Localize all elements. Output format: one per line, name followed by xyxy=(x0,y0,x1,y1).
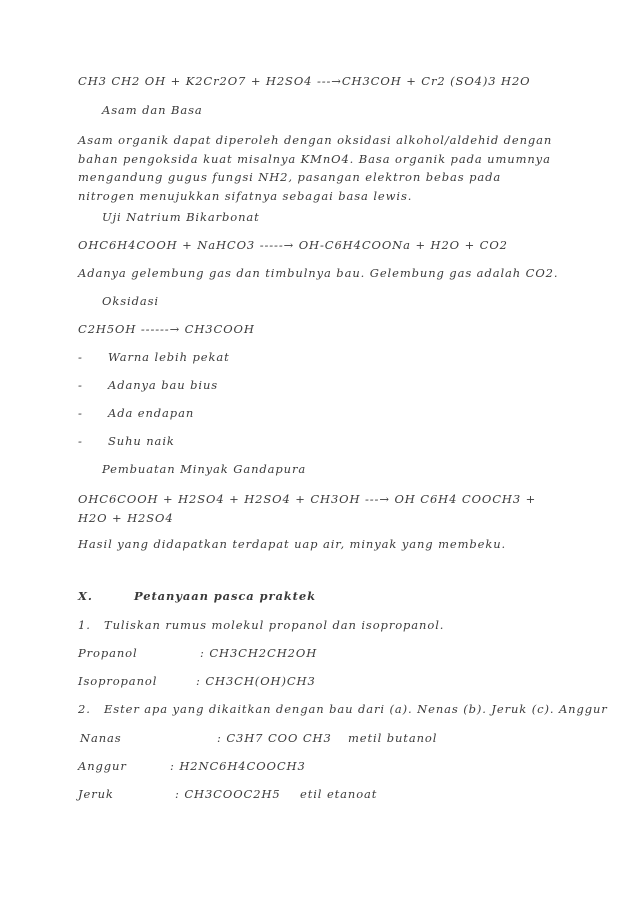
answer-label: Isopropanol xyxy=(78,674,158,688)
heading-gandapura: Pembuatan Minyak Gandapura xyxy=(102,462,307,476)
paragraph-asam-basa: Asam organik dapat diperoleh dengan oksidasi alkohol/aldehid dengan bahan pengoksida kuat misalnya KMnO4. Basa organik pada umumnya mengandung gugus fungsi NH2, pasangan elektron bebas pada nitrogen menujukkan sifatnya sebagai basa lewis. xyxy=(78,133,553,203)
list-item-text: Warna lebih pekat xyxy=(108,350,230,364)
heading-asam-basa: Asam dan Basa xyxy=(102,103,203,117)
paragraph-hasil: Hasil yang didapatkan terdapat uap air, minyak yang membeku. xyxy=(78,537,507,551)
answer-name: etil etanoat xyxy=(300,787,378,801)
list-dash: - xyxy=(78,434,83,448)
question-text: Tuliskan rumus molekul propanol dan isopropanol. xyxy=(104,618,445,632)
answer-value: : CH3CH2CH2OH xyxy=(200,646,318,660)
answer-label: Nanas xyxy=(80,731,122,745)
answer-name: metil butanol xyxy=(348,731,438,745)
question-number: 1. xyxy=(78,618,91,632)
list-item-text: Suhu naik xyxy=(108,434,175,448)
answer-label: Propanol xyxy=(78,646,138,660)
answer-value: : H2NC6H4COOCH3 xyxy=(170,759,306,773)
list-dash: - xyxy=(78,350,83,364)
answer-label: Anggur xyxy=(78,759,127,773)
answer-value: : C3H7 COO CH3 xyxy=(217,731,332,745)
heading-oksidasi: Oksidasi xyxy=(102,294,159,308)
section-title: Petanyaan pasca praktek xyxy=(134,589,316,603)
answer-value: : CH3CH(OH)CH3 xyxy=(196,674,316,688)
section-number: X. xyxy=(78,589,93,603)
reaction-gandapura: OHC6COOH + H2SO4 + H2SO4 + CH3OH ---→ OH C6H4 COOCH3 + H2O + H2SO4 xyxy=(78,492,537,525)
paragraph-gelembung: Adanya gelembung gas dan timbulnya bau. Gelembung gas adalah CO2. xyxy=(78,266,559,280)
reaction-ethanol-oxidation: CH3 CH2 OH + K2Cr2O7 + H2SO4 ---→CH3COH + Cr2 (SO4)3 H2O xyxy=(78,74,531,88)
question-number: 2. xyxy=(78,702,91,716)
question-text: Ester apa yang dikaitkan dengan bau dari (a). Nenas (b). Jeruk (c). Anggur xyxy=(104,702,608,716)
list-item-text: Ada endapan xyxy=(108,406,195,420)
list-dash: - xyxy=(78,406,83,420)
list-item-text: Adanya bau bius xyxy=(108,378,219,392)
heading-uji-natrium: Uji Natrium Bikarbonat xyxy=(102,210,260,224)
answer-label: Jeruk xyxy=(78,787,114,801)
reaction-oksidasi: C2H5OH ------→ CH3COOH xyxy=(78,322,255,336)
reaction-natrium-bikarbonat: OHC6H4COOH + NaHCO3 -----→ OH-C6H4COONa + H2O + CO2 xyxy=(78,238,508,252)
answer-value: : CH3COOC2H5 xyxy=(175,787,281,801)
list-dash: - xyxy=(78,378,83,392)
